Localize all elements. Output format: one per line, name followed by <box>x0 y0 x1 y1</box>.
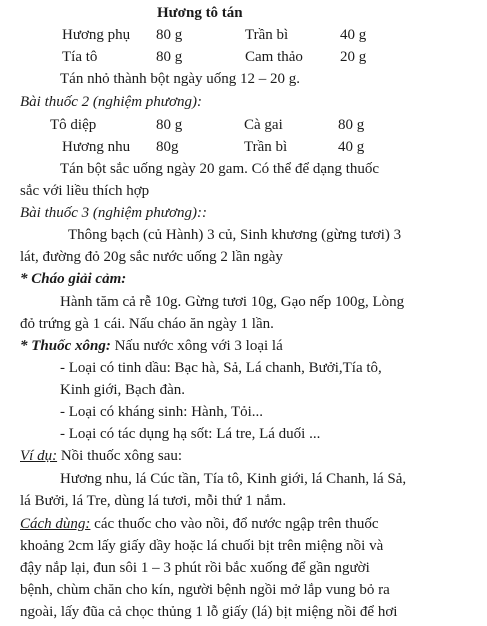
usage-text: các thuốc cho vào nồi, đổ nước ngập trên thuốc <box>90 516 379 532</box>
herb-amount: 80g <box>156 139 179 155</box>
example-text: Nồi thuốc xông sau: <box>57 448 183 464</box>
herb-name: Trần bì <box>244 139 288 155</box>
paragraph-line: lát, đường đỏ 20g sắc nước uống 2 lần ngày <box>20 249 283 265</box>
steam-heading <box>20 335 283 357</box>
herb-name: Hương phụ <box>62 27 131 43</box>
paragraph-line: Hành tăm cả rễ 10g. Gừng tươi 10g, Gạo nếp 100g, Lòng <box>60 294 405 310</box>
paragraph-line: đỏ trứng gà 1 cái. Nấu cháo ăn ngày 1 lần. <box>20 316 274 332</box>
paragraph-line: Tán bột sắc uống ngày 20 gam. Có thể để dạng thuốc <box>60 161 380 177</box>
example-label: Ví dụ: <box>20 448 58 464</box>
paragraph-line: đậy nắp lại, đun sôi 1 – 3 phút rồi bắc xuống để gần người <box>20 560 370 576</box>
recipe-2-heading: Bài thuốc 2 (nghiệm phương): <box>20 94 202 110</box>
paragraph-line: ngoài, lấy đũa cả chọc thủng 1 lỗ giấy (lá) bịt miệng nồi để hơi <box>20 604 398 620</box>
recipe-3-heading: Bài thuốc 3 (nghiệm phương):: <box>20 205 207 221</box>
herb-amount: 80 g <box>156 117 183 133</box>
steam-heading-label: * Thuốc xông: <box>20 338 111 354</box>
dosage-note: Tán nhỏ thành bột ngày uống 12 – 20 g. <box>60 71 300 87</box>
herb-name: Cam thảo <box>245 49 303 65</box>
herb-amount: 40 g <box>340 27 367 43</box>
paragraph-line: Thông bạch (củ Hành) 3 củ, Sinh khương (gừng tươi) 3 <box>68 227 402 243</box>
list-item: - Loại có kháng sinh: Hành, Tỏi... <box>60 404 264 420</box>
herb-name: Tía tô <box>62 49 98 65</box>
herb-amount: 80 g <box>156 27 183 43</box>
steam-heading-text: Nấu nước xông với 3 loại lá <box>110 338 283 354</box>
usage-heading <box>20 513 378 535</box>
herb-amount: 80 g <box>156 49 183 65</box>
herb-amount: 20 g <box>340 49 367 65</box>
paragraph-line: lá Bưởi, lá Tre, dùng lá tươi, mỗi thứ 1 nắm. <box>20 493 287 509</box>
usage-label: Cách dùng: <box>20 516 91 532</box>
section-title: Hương tô tán <box>157 5 243 21</box>
list-item: Kinh giới, Bạch đàn. <box>60 382 185 398</box>
herb-name: Tô diệp <box>50 117 97 133</box>
herb-amount: 80 g <box>338 117 365 133</box>
example-heading <box>20 445 182 467</box>
herb-name: Trần bì <box>245 27 289 43</box>
paragraph-line: sắc với liều thích hợp <box>20 183 150 199</box>
list-item: - Loại có tác dụng hạ sốt: Lá tre, Lá duối ... <box>60 426 321 442</box>
herb-amount: 40 g <box>338 139 365 155</box>
porridge-heading: * Cháo giải cảm: <box>20 271 127 287</box>
herb-name: Cà gai <box>244 117 283 133</box>
paragraph-line: bệnh, chùm chăn cho kín, người bệnh ngồi mở lắp vung bỏ ra <box>20 582 390 598</box>
herb-name: Hương nhu <box>62 139 131 155</box>
list-item: - Loại có tinh dầu: Bạc hà, Sả, Lá chanh, Bưởi,Tía tô, <box>60 360 382 376</box>
paragraph-line: khoảng 2cm lấy giấy dầy hoặc lá chuối bịt trên miệng nồi và <box>20 538 384 554</box>
paragraph-line: Hương nhu, lá Cúc tần, Tía tô, Kinh giới, lá Chanh, lá Sả, <box>60 471 407 487</box>
